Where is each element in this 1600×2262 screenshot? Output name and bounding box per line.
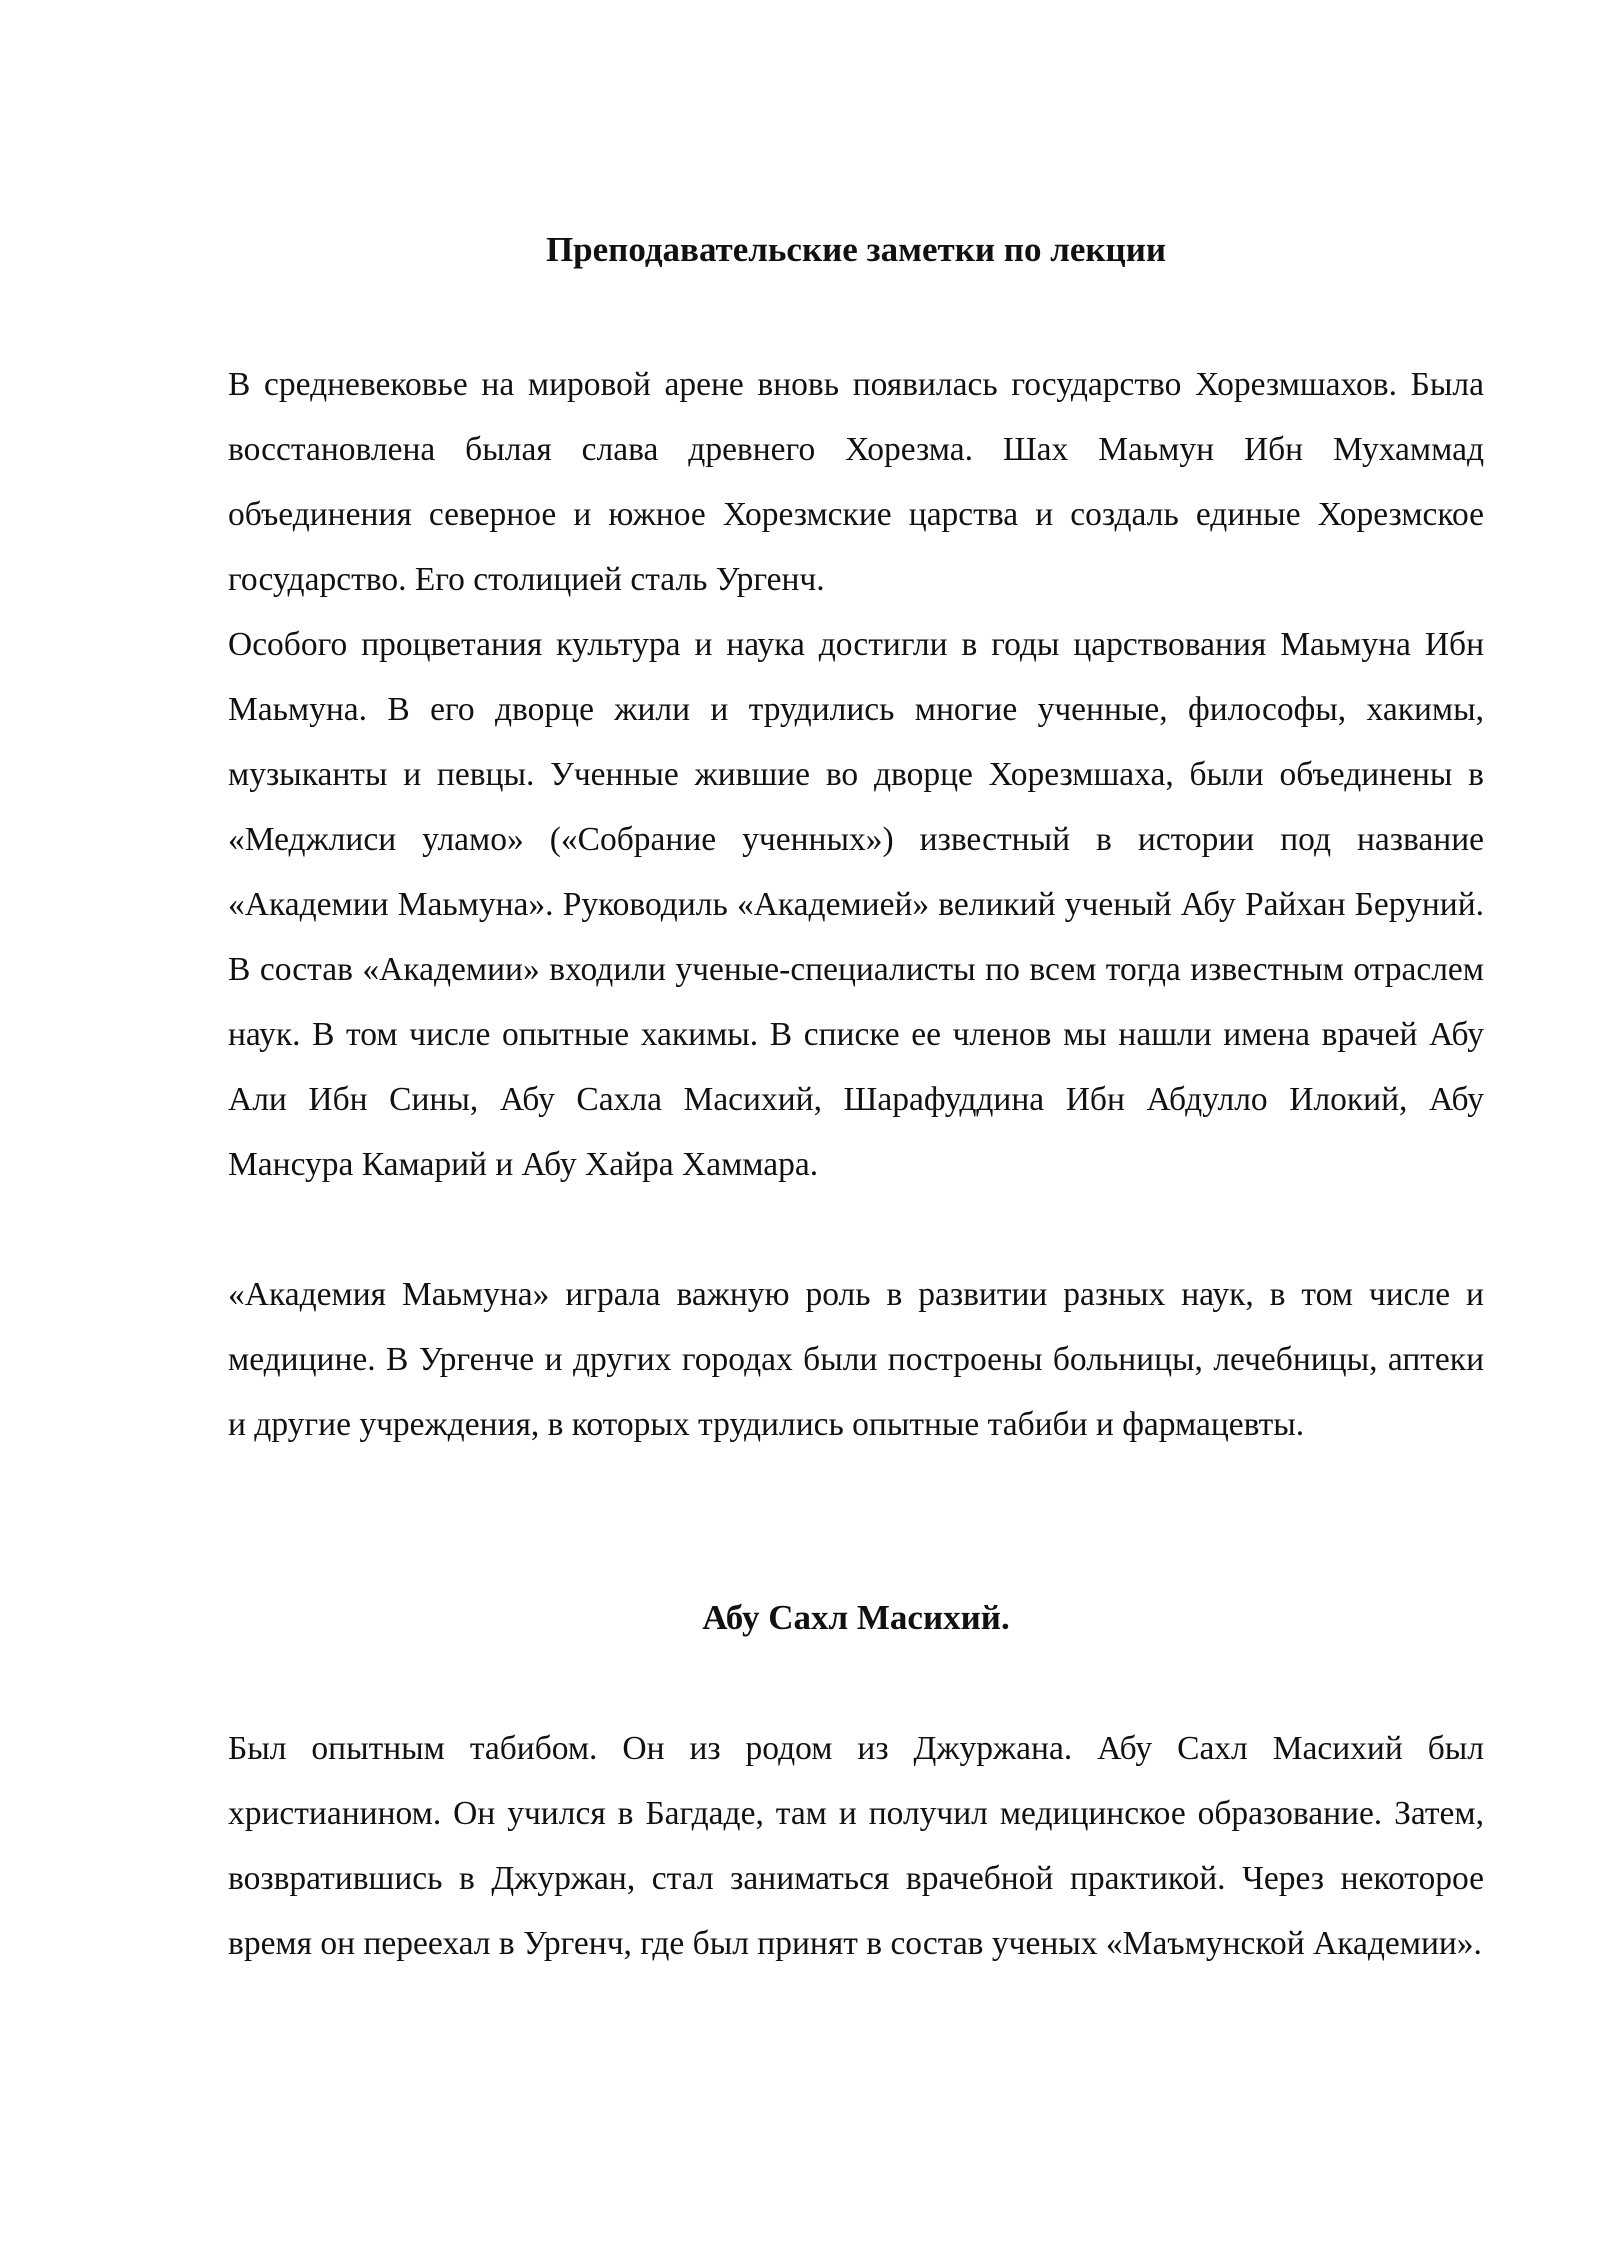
section-title: Абу Сахл Масихий. (702, 1598, 1010, 1637)
paragraph-abu-sahl: Был опытным табибом. Он из родом из Джуржана. Абу Сахл Масихий был христианином. Он учился в Багдаде, там и получил медицинское образование. Затем, возвратившись в Джуржан, стал заниматься врачебной практикой. Через некоторое время он переехал в Ургенч, где был принят в состав ученых «Маъмунской Академии». (228, 1730, 1484, 1962)
document-page (228, 0, 1484, 2262)
paragraph-mamun-academy: Особого процветания культура и наука достигли в годы царствования Маьмуна Ибн Маьмуна. В его дворце жили и трудились многие ученные, философы, хакимы, музыканты и певцы. Ученные жившие во дворце Хорезмшаха, были объединены в «Меджлиси уламо» («Собрание ученных») известный в истории под название «Академии Маьмуна». Руководиль «Академией» великий ученый Абу Райхан Беруний. В состав «Академии» входили ученые-специалисты по всем тогда известным отраслем наук. В том числе опытные хакимы. В списке ее членов мы нашли имена врачей Абу Али Ибн Сины, Абу Сахла Масихий, Шарафуддина Ибн Абдулло Илокий, Абу Мансура Камарий и Абу Хайра Хаммара. (228, 626, 1484, 1183)
paragraph-academy-medicine: «Академия Маьмуна» играла важную роль в развитии разных наук, в том числе и медицине. В Ургенче и других городах были построены больницы, лечебницы, аптеки и другие учреждения, в которых трудились опытные табиби и фармацевты. (228, 1276, 1484, 1443)
paragraph-khorezmshahs: В средневековье на мировой арене вновь появилась государство Хорезмшахов. Была восстановлена былая слава древнего Хорезма. Шах Маьмун Ибн Мухаммад объединения северное и южное Хорезмские царства и создаль единые Хорезмское государство. Его столицией сталь Ургенч. (228, 366, 1484, 598)
page-title: Преподавательские заметки по лекции (545, 230, 1167, 269)
